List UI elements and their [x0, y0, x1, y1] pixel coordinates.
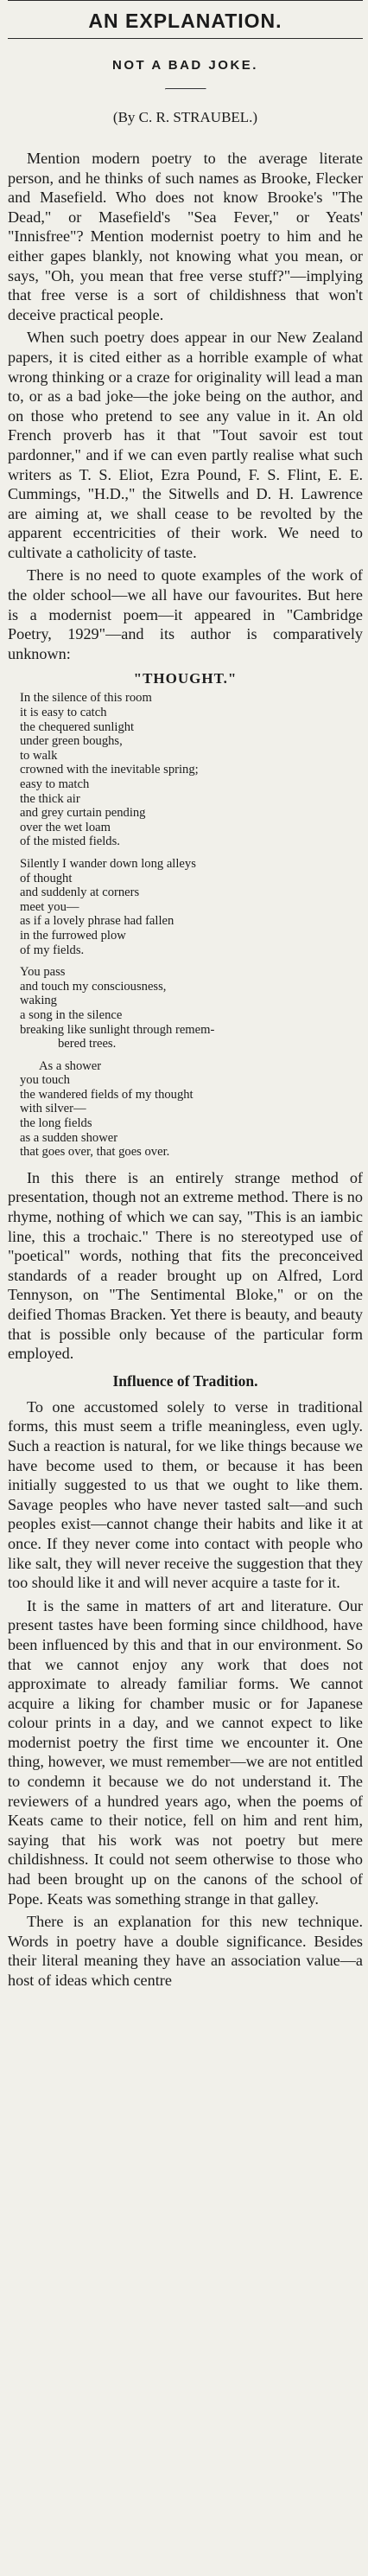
- after-poem-section: [8, 1168, 363, 1364]
- poem-line: the long fields: [20, 1116, 92, 1131]
- subhead-divider: [165, 88, 206, 90]
- poem-line: and suddenly at corners: [20, 885, 140, 900]
- poem-line: in the furrowed plow: [20, 928, 126, 943]
- poem-stanza: [8, 691, 363, 849]
- paragraph: When such poetry does appear in our New Zealand papers, it is cited either as a horrible example of what wrong thinking or a craze for originality will lead a man to, or as a bad joke—the joke being on the author, and on those who pretend to see any value in it. An old French proverb has it that "Tout savoir est tout pardonner," and if we can even partly realise what such writers as T. S. Eliot, Ezra Pound, F. S. Flint, E. E. Cummings, "H.D.," the Sitwells and D. H. Lawrence are aiming at, we shall cease to be revolted by the apparent eccentricities of their work. We need to cultivate a catholicity of taste.: [8, 329, 363, 561]
- poem-line: the chequered sunlight: [20, 719, 135, 734]
- poem-line: a song in the silence: [20, 1007, 123, 1022]
- poem-line: You pass: [20, 965, 66, 980]
- tradition-section: [8, 1397, 363, 1991]
- byline: (By C. R. STRAUBEL.): [112, 109, 258, 125]
- poem-line: In the silence of this room: [20, 691, 152, 706]
- poem-stanza: [8, 965, 363, 1051]
- poem-line: Silently I wander down long alleys: [20, 856, 196, 871]
- headline: AN EXPLANATION.: [88, 10, 282, 32]
- poem-line: it is easy to catch: [20, 706, 107, 720]
- poem-line: easy to match: [20, 777, 90, 791]
- poem-stanza: [8, 857, 363, 957]
- headline-rule: [8, 38, 363, 39]
- poem-line: crowned with the inevitable spring;: [20, 763, 199, 777]
- poem-line: the thick air: [20, 791, 80, 806]
- paragraph: There is no need to quote examples of the work of the older school—we all have our favourites. But here is a modernist poem—it appeared in "Cambridge Poetry, 1929"—and its author is comparatively unknown:: [8, 566, 363, 662]
- poem-line: over the wet loam: [20, 820, 111, 834]
- poem-line: with silver—: [20, 1102, 86, 1116]
- poem-line: As a shower: [39, 1058, 102, 1073]
- poem-line: bered trees.: [58, 1037, 117, 1051]
- poem-line: breaking like sunlight through remem-: [20, 1022, 215, 1037]
- poem-line: you touch: [20, 1073, 70, 1088]
- section-heading: Influence of Tradition.: [112, 1371, 258, 1390]
- poem-line: and grey curtain pending: [20, 806, 146, 821]
- poem-line: as if a lovely phrase had fallen: [20, 914, 174, 929]
- paragraph: There is an explanation for this new technique. Words in poetry have a double significance. Besides their literal meaning they have an association value—a host of ideas which centre: [8, 1913, 363, 1989]
- poem-stanza: [8, 1059, 363, 1160]
- intro-section: [8, 149, 363, 663]
- paragraph: To one accustomed solely to verse in traditional forms, this must seem a trifle meaningless, even ugly. Such a reaction is natural, for we like things because we have become used to them, or because it has been initially suggested to us that we ought to like them. Savage peoples who have never tasted salt—and such peoples exist—cannot change their habits and like it at once. If they never come into contact with people who like salt, they will never receive the suggestion that they too should like it and will never acquire a taste for it.: [8, 1397, 363, 1592]
- poem-line: the wandered fields of my thought: [20, 1087, 194, 1102]
- poem-line: that goes over, that goes over.: [20, 1145, 170, 1160]
- paragraph: It is the same in matters of art and literature. Our present tastes have been forming since childhood, have been influenced by this and that in our environment. So that we cannot enjoy any work that does not approximate to already familiar forms. We cannot acquire a liking for chamber music or for Japanese colour prints in a day, and we cannot expect to like modernist poetry the first time we encounter it. One thing, however, we must remember—we are not entitled to condemn it because we do not understand it. The reviewers of a hundred years ago, when the poems of Keats came to their notice, fell on him and rent him, saying that his work was not poetry but mere childishness. It could not seem otherwise to those who had been brought up on the canons of the school of Pope. Keats was something strange in that galley.: [8, 1596, 363, 1908]
- poem-line: as a sudden shower: [20, 1130, 118, 1145]
- poem-line: of the misted fields.: [20, 834, 120, 849]
- poem-title: "THOUGHT.": [133, 670, 238, 687]
- poem-line: meet you—: [20, 899, 79, 914]
- top-rule: [8, 0, 363, 1]
- poem-line: and touch my consciousness,: [20, 979, 167, 994]
- poem-line: to walk: [20, 748, 58, 763]
- subheading: NOT A BAD JOKE.: [112, 58, 258, 73]
- poem-line: of my fields.: [20, 943, 85, 957]
- poem-line: under green boughs,: [20, 734, 123, 749]
- paragraph: Mention modern poetry to the average literate person, and he thinks of such names as Brooke, Flecker and Masefield. Who does not know Brooke's "The Dead," or Masefield's "Sea Fever," or Yeats' "Innisfree"? Mention modernist poetry to him and he either gapes blankly, not knowing what you mean, or says, "Oh, you mean that free verse stuff?"—implying that free verse is a sort of childishness that won't deceive practical people.: [8, 150, 363, 323]
- paragraph: In this there is an entirely strange method of presentation, though not an extreme method. There is no rhyme, nothing of which we can say, "This is an iambic line, this a trochaic." There is no stereotyped use of "poetical" words, nothing that fits the preconceived standards of a reader brought up on Alfred, Lord Tennyson, on "The Sentimental Bloke," or on the deified Thomas Bracken. Yet there is beauty, and beauty that is possible only because of the particular form employed.: [8, 1168, 363, 1363]
- poem: [8, 670, 363, 1159]
- poem-line: of thought: [20, 871, 73, 885]
- poem-line: waking: [20, 994, 57, 1008]
